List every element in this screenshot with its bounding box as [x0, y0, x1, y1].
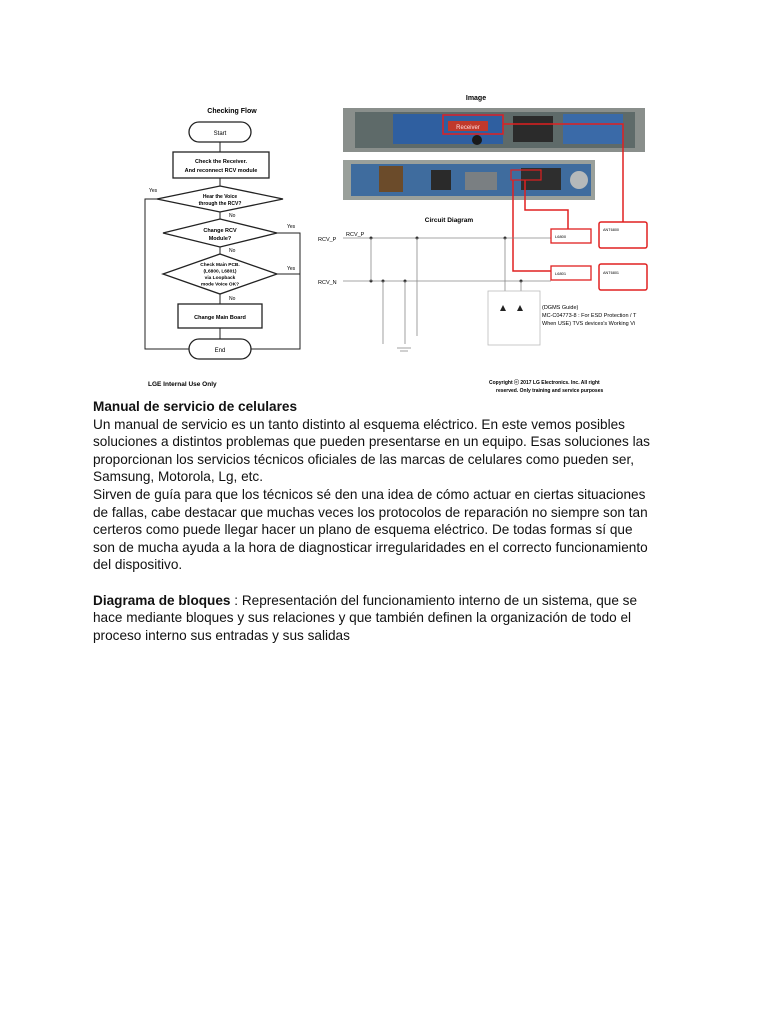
end-label: End [214, 348, 226, 354]
dgms-line2: MC-C04773-8 : For ESD Protection / T [542, 313, 637, 319]
rcv-n-left: RCV_N [318, 280, 337, 286]
term-diagrama-de-bloques: Diagrama de bloques [93, 592, 231, 608]
circuit-title: Circuit Diagram [424, 217, 474, 224]
check-receiver-line1: Check the Receiver. [195, 159, 247, 165]
copyright-line1: Copyright ⓒ 2017 LG Electronics. Inc. All right [489, 380, 600, 386]
decision3-line2: (L6800, L6801) [203, 269, 237, 275]
paragraph-1: Un manual de servicio es un tanto distinto al esquema eléctrico. En este vemos posibles soluciones a distintos problemas que pueden presentarse en un equipo. Esas soluciones las proporcionan los servicios técnicos oficiales de las marcas de celulares como pueden ser, Samsung, Motorola, Lg, etc. [93, 416, 650, 485]
decision3-line3: via Loopback [204, 276, 236, 281]
ann2-label: ANT6801 [603, 271, 620, 275]
decision3-line1: Check Main PCB. [200, 263, 240, 268]
no-label-1: No [229, 213, 236, 219]
decision1-line2: through the RCV? [198, 201, 242, 207]
connector-box-1 [599, 222, 647, 248]
service-manual-figure [93, 86, 648, 402]
rcv-p-net: RCV_P [346, 232, 365, 238]
document-body [93, 398, 653, 644]
section-heading: Manual de servicio de celulares [93, 399, 297, 414]
yes-label-2: Yes [287, 224, 296, 230]
flow-title: Checking Flow [207, 108, 257, 115]
change-main-board-label: Change Main Board [194, 315, 246, 321]
check-receiver-line2: And reconnect RCV module [184, 168, 258, 174]
definition-text: : Representación del funcionamiento interno de un sistema, que se hace mediante bloques y sus relaciones y que también definen la organización de todo el proceso interno sus entradas y sus salidas [93, 592, 638, 643]
copyright-line2: reserved. Only training and service purposes [496, 388, 604, 394]
paragraph-2: Sirven de guía para que los técnicos sé den una idea de cómo actuar en ciertas situaciones de fallas, cabe destacar que muchas veces los protocolos de reparación no siempre son tan certeros como puede llegar hacer un plano de esquema eléctrico. De todas formas sí que son de mucha ayuda a la hora de diagnosticar irregularidades en el correcto funcionamiento del dispositivo. [93, 486, 648, 573]
paragraph-3 [93, 592, 653, 645]
l6801-label: L6801 [555, 271, 567, 276]
internal-use-note: LGE Internal Use Only [148, 381, 217, 388]
receiver-label: Receiver [456, 125, 480, 131]
dgms-line3: When USE) TVS devices's Working Vi [542, 321, 636, 327]
decision1-line1: Hear the Voice [202, 194, 238, 200]
no-label-3: No [229, 296, 236, 302]
dgms-line1: (DGMS Guide) [542, 305, 579, 311]
connector-box-2 [599, 264, 647, 290]
image-title: Image [465, 95, 487, 102]
yes-label-1: Yes [149, 188, 158, 194]
yes-label-3: Yes [287, 266, 296, 272]
start-label: Start [213, 131, 227, 137]
decision3-line4: mode Voice OK? [200, 282, 240, 288]
rcv-p-left: RCV_P [318, 237, 337, 243]
decision2-line2: Module? [208, 236, 232, 242]
check-receiver-box [173, 152, 269, 178]
l6800-label: L6800 [555, 234, 567, 239]
pcb-photo-bottom [343, 160, 595, 200]
no-label-2: No [229, 248, 236, 254]
decision2-line1: Change RCV [203, 228, 237, 234]
pcb-photo-top [343, 108, 645, 152]
ann1-label: ANT6800 [603, 228, 620, 232]
